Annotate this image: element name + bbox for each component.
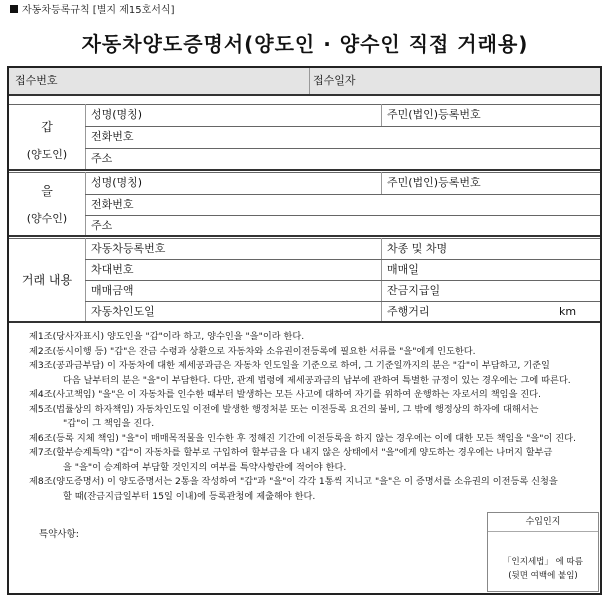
stamp-title: 수입인지 <box>488 513 598 532</box>
divider <box>85 280 600 281</box>
buyer-id-label: 주민(법인)등록번호 <box>387 176 481 189</box>
divider <box>381 172 382 194</box>
sale-date-label: 매매일 <box>387 263 419 276</box>
term-6: 제6조(등록 지체 책임) "을"이 매매목적물을 인수한 후 정해진 기간에 이전등록을 하지 않는 경우에는 이에 대한 모든 책임을 "을"이 진다. <box>29 432 576 444</box>
receipt-number-label: 접수번호 <box>15 74 58 87</box>
divider <box>9 169 600 171</box>
stamp-line-2: (뒷면 여백에 붙임) <box>508 571 578 581</box>
form-reference-text: 자동차등록규칙 [별지 제15호서식] <box>22 5 175 16</box>
term-5: 제5조(법률상의 하자책임) 자동차인도일 이전에 발생한 행정처분 또는 이전등록 요건의 불비, 그 밖에 행정상의 하자에 대해서는 <box>29 403 539 415</box>
divider <box>85 148 600 149</box>
buyer-address-label: 주소 <box>91 219 113 232</box>
seller-address-label: 주소 <box>91 152 113 165</box>
divider <box>85 194 600 195</box>
contract-terms <box>29 330 589 504</box>
divider <box>9 172 600 173</box>
term-4: 제4조(사고책임) "을"은 이 자동차를 인수한 때부터 발생하는 모든 사고에 대하여 자기를 위하여 운행하는 자로서의 책임을 진다. <box>29 389 541 400</box>
divider <box>85 259 600 260</box>
term-8-cont: 할 때(잔금지급일부터 15일 이내)에 등록관청에 제출해야 한다. <box>63 490 316 502</box>
divider <box>381 104 382 126</box>
receipt-row <box>9 68 600 94</box>
term-8: 제8조(양도증명서) 이 양도증명서는 2통을 작성하여 "갑"과 "을"이 각각 1통씩 지니고 "을"은 이 증명서를 소유권의 이전등록 신청을 <box>29 476 558 487</box>
stamp-line-1: 「인지세법」 에 따름 <box>503 557 583 567</box>
divider <box>9 94 600 96</box>
form-frame <box>7 66 602 595</box>
square-bullet-icon <box>10 5 18 13</box>
balance-date-label: 잔금지급일 <box>387 284 441 297</box>
divider <box>9 238 600 239</box>
seller-id-label: 주민(법인)등록번호 <box>387 108 481 121</box>
vehicle-model-label: 차종 및 차명 <box>387 242 448 255</box>
vin-label: 차대번호 <box>91 263 134 276</box>
seller-name-label: 성명(명칭) <box>91 108 143 121</box>
term-7: 제7조(할부승계특약) "갑"이 자동차를 할부로 구입하여 할부금을 다 내지 않은 상태에서 "을"에게 양도하는 경우에는 나머지 할부금 <box>29 447 553 458</box>
mileage-label: 주행거리 <box>387 305 430 318</box>
receipt-date-label: 접수일자 <box>313 74 356 87</box>
delivery-date-label: 자동차인도일 <box>91 305 155 318</box>
registration-number-label: 자동차등록번호 <box>91 242 166 255</box>
buyer-phone-label: 전화번호 <box>91 198 134 211</box>
divider <box>85 172 86 236</box>
divider <box>85 215 600 216</box>
term-5-cont: "갑"이 그 책임을 진다. <box>63 418 155 429</box>
divider <box>85 126 600 127</box>
divider <box>9 235 600 237</box>
transaction-label: 거래 내용 <box>21 273 73 287</box>
term-7-cont: 을 "을"이 승계하여 부담할 것인지의 여부를 특약사항란에 적어야 한다. <box>63 461 347 473</box>
buyer-name-label: 성명(명칭) <box>91 176 143 189</box>
term-1: 제1조(당사자표시) 양도인을 "갑"이라 하고, 양수인을 "을"이라 한다. <box>29 331 305 342</box>
term-2: 제2조(동시이행 등) "갑"은 잔금 수령과 상환으로 자동차와 소유권이전등록에 필요한 서류를 "을"에게 인도한다. <box>29 345 476 357</box>
seller-sublabel: (양도인) <box>26 148 68 161</box>
document-title: 자동차양도증명서(양도인 · 양수인 직접 거래용) <box>81 32 529 56</box>
divider <box>309 68 310 94</box>
buyer-label: 을 <box>41 184 53 198</box>
special-terms-label: 특약사항: <box>39 529 79 540</box>
seller-phone-label: 전화번호 <box>91 130 134 143</box>
term-3: 제3조(공과금부담) 이 자동차에 대한 제세공과금은 자동차 인도일을 기준으로 하여, 그 기준일까지의 분은 "갑"이 부담하고, 기준일 <box>29 360 550 371</box>
revenue-stamp-box <box>487 512 599 592</box>
sale-amount-label: 매매금액 <box>91 284 134 297</box>
buyer-sublabel: (양수인) <box>26 212 68 225</box>
mileage-unit: km <box>559 305 577 318</box>
form-reference <box>10 4 174 18</box>
divider <box>85 104 86 169</box>
divider <box>9 321 600 323</box>
divider <box>9 104 600 105</box>
seller-label: 갑 <box>41 120 53 134</box>
divider <box>85 301 600 302</box>
term-3-cont: 다음 날부터의 분은 "을"이 부담한다. 다만, 관계 법령에 제세공과금의 납부에 관하여 특별한 규정이 있는 경우에는 그에 따른다. <box>63 374 571 386</box>
